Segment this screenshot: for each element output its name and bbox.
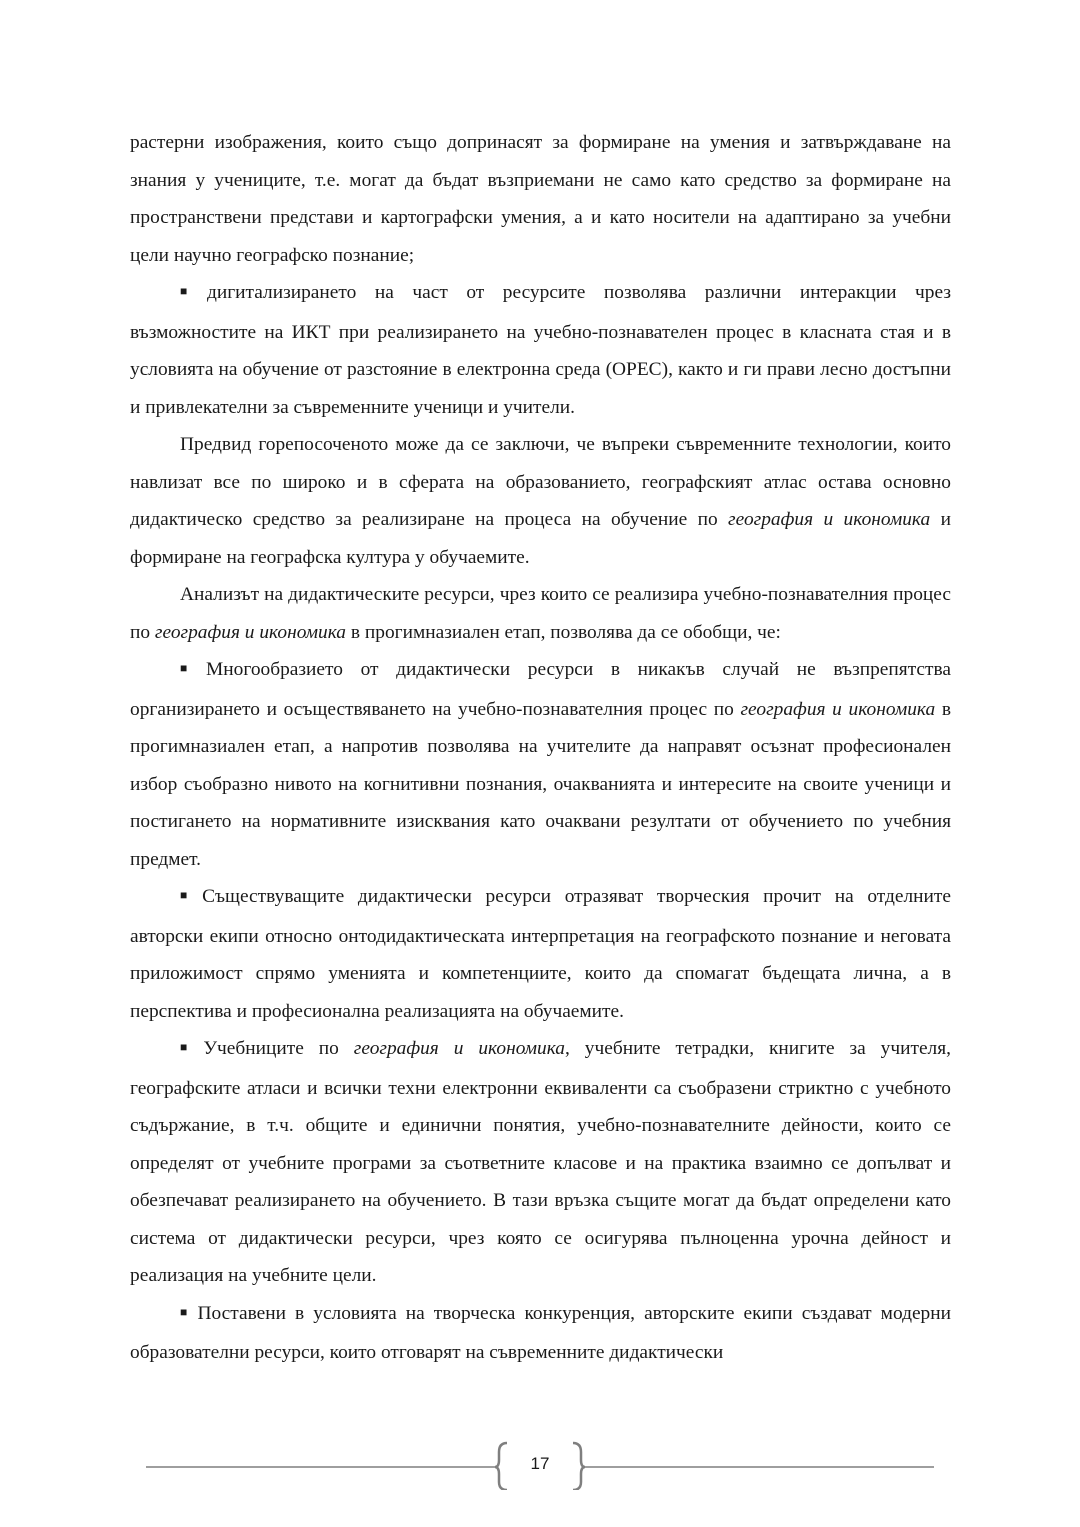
right-brace-icon bbox=[573, 1443, 585, 1490]
italic-term: география и икономика bbox=[154, 621, 347, 643]
page-number: 17 bbox=[530, 1454, 550, 1473]
left-brace-icon bbox=[495, 1443, 507, 1490]
text-run: и формиране на географска култура у обучаемите. bbox=[130, 509, 951, 568]
text-run: Анализът на дидактическите ресурси, чрез които се реализира учебно-познавателния процес по bbox=[130, 584, 951, 643]
bullet-paragraph bbox=[130, 274, 951, 426]
paragraph bbox=[130, 426, 951, 576]
bullet-square-icon: ■ bbox=[180, 661, 201, 675]
bullet-square-icon: ■ bbox=[180, 1304, 192, 1319]
italic-term: география и икономика bbox=[353, 1038, 566, 1059]
bullet-paragraph bbox=[130, 1030, 951, 1295]
text-run: , учебните тетрадки, книгите за учителя, географските атласи и всички техни електронни еквиваленти са съобразени стриктно с учебното съдържание, в т.ч. общите и единични понятия, учебно-познавателните дейности, които се определят от учебните програми за съответните класове и на практика взаимно се допълват и обезпечават реализирането на обучението. В тази връзка същите могат да бъдат определени като система от дидактически ресурси, чрез която се осигурява пълноценна урочна дейност и реализация на учебните цели. bbox=[130, 1038, 952, 1286]
text-run: Предвид горепосоченото може да се заключи, че въпреки съвременните технологии, които навлизат все по широко и в сферата на образованието, географският атлас остава основно дидактическо средство за реализиране на процеса на обучение по bbox=[130, 434, 951, 530]
text-run: дигитализирането на част от ресурсите позволява различни интеракции чрез възможностите на ИКТ при реализирането на учебно-познавателен процес в класната стая и в условията на обучение от разстояние в електронна среда (ОРЕС), както и ги прави лесно достъпни и привлекателни за съвременните ученици и учители. bbox=[130, 282, 952, 418]
body-text bbox=[130, 124, 951, 1372]
text-run: в прогимназиален етап, позволява да се обобщи, че: bbox=[346, 621, 781, 643]
text-run: Учебниците по bbox=[203, 1038, 354, 1059]
text-run: Многообразието от дидактически ресурси в никакъв случай не възпрепятства организирането и осъществяването на учебно-познавателния процес по bbox=[130, 659, 952, 720]
text-run: в прогимназиален етап, а напротив позволява на учителите да направят осъзнат професионален избор съобразно нивото на когнитивни познания, очакванията и интересите на своите ученици и постигането на нормативните изисквания като очаквани резултати от обучението по учебния предмет. bbox=[130, 698, 951, 870]
text-run: Поставени в условията на творческа конкуренция, авторските екипи създават модерни образователни ресурси, които отговарят на съвременните дидактически bbox=[130, 1302, 952, 1363]
bullet-paragraph bbox=[130, 878, 951, 1030]
paragraph bbox=[130, 576, 951, 651]
bullet-square-icon: ■ bbox=[180, 888, 197, 902]
paragraph bbox=[130, 124, 951, 274]
bullet-paragraph bbox=[130, 651, 951, 878]
italic-term: география и икономика bbox=[740, 698, 936, 720]
text-run: растерни изображения, които също допринасят за формиране на умения и затвърждаване на знания у учениците, т.е. могат да бъдат възприемани не само като средство за формиране на пространствени представи и картографски умения, а и като носители на адаптирано за учебни цели научно географско познание; bbox=[130, 132, 951, 266]
bullet-paragraph bbox=[130, 1295, 951, 1372]
page-footer bbox=[0, 1440, 1080, 1490]
italic-term: география и икономика bbox=[728, 509, 931, 530]
text-run: Съществуващите дидактически ресурси отразяват творческия прочит на отделните авторски екипи относно онтодидактическата интерпретация на географското познание и неговата приложимост спрямо уменията и компетенциите, които да спомагат бъдещата лична, а в перспектива и професионална реализацията на обучаемите. bbox=[130, 886, 951, 1022]
bullet-square-icon: ■ bbox=[180, 1040, 198, 1054]
bullet-square-icon: ■ bbox=[180, 284, 201, 298]
